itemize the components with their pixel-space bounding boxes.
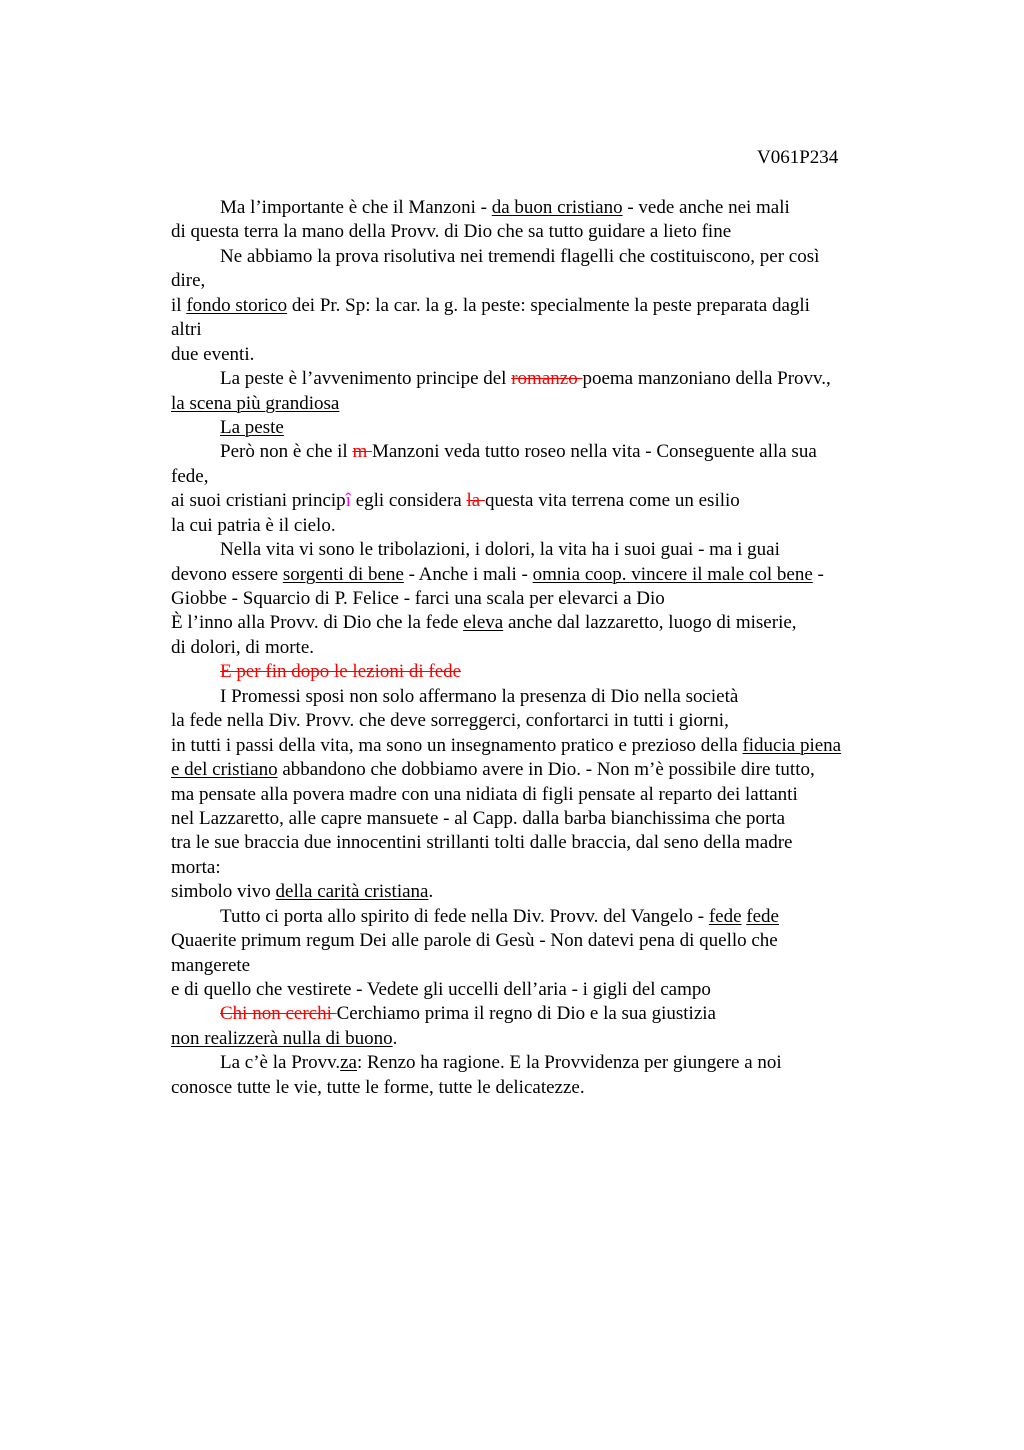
text-line bbox=[171, 734, 931, 758]
text-segment: Quaerite primum regum Dei alle parole di Gesù - Non datevi pena di quello che bbox=[171, 930, 778, 952]
text-line bbox=[171, 196, 931, 220]
underlined-text: della carità cristiana bbox=[275, 881, 429, 903]
text-line bbox=[171, 1076, 931, 1100]
text-line bbox=[171, 978, 931, 1002]
text-line bbox=[171, 220, 931, 244]
text-segment: abbandono che dobbiamo avere in Dio. - Non m’è possibile dire tutto, bbox=[277, 759, 815, 781]
deleted-text: la bbox=[466, 490, 485, 512]
text-line bbox=[171, 685, 931, 709]
text-segment: e di quello che vestirete - Vedete gli uccelli dell’aria - i gigli del campo bbox=[171, 979, 711, 1000]
inserted-text: î bbox=[345, 490, 351, 512]
text-line bbox=[171, 294, 931, 318]
underlined-text: da buon cristiano bbox=[491, 197, 623, 218]
text-segment: - Anche i mali - bbox=[403, 563, 533, 585]
text-segment: il bbox=[171, 294, 187, 316]
text-line bbox=[171, 660, 931, 684]
text-line bbox=[171, 905, 931, 929]
text-line bbox=[171, 1027, 931, 1051]
text-line bbox=[171, 929, 931, 953]
underlined-text: fede bbox=[746, 905, 779, 927]
text-segment: mangerete bbox=[171, 954, 251, 976]
text-segment: devono essere bbox=[171, 563, 283, 585]
text-line bbox=[171, 514, 931, 538]
underlined-text: omnia coop. vincere il male col bene bbox=[532, 563, 813, 585]
text-segment: due eventi. bbox=[171, 343, 255, 365]
text-line bbox=[171, 611, 931, 635]
text-line bbox=[171, 954, 931, 978]
text-segment: Tutto ci porta allo spirito di fede nella Div. Provv. del Vangelo - bbox=[220, 905, 709, 927]
underlined-text: fiducia piena bbox=[742, 734, 842, 756]
text-line bbox=[171, 856, 931, 880]
underlined-text: la scena più grandiosa bbox=[171, 392, 340, 414]
text-segment: : Renzo ha ragione. E la Provvidenza per giungere a noi bbox=[356, 1052, 782, 1074]
text-line bbox=[171, 245, 931, 269]
text-line bbox=[171, 807, 931, 831]
text-segment: Ma l’importante è che il Manzoni - bbox=[220, 197, 492, 218]
text-segment: di dolori, di morte. bbox=[171, 636, 315, 658]
text-segment: Però non è che il bbox=[220, 441, 353, 463]
text-segment: anche dal lazzaretto, luogo di miserie, bbox=[503, 612, 797, 634]
text-segment: conosce tutte le vie, tutte le forme, tutte le delicatezze. bbox=[171, 1076, 585, 1098]
text-line bbox=[171, 563, 931, 587]
text-segment: morta: bbox=[171, 856, 221, 878]
text-line bbox=[171, 367, 931, 391]
text-segment: - vede anche nei mali bbox=[622, 197, 790, 218]
underlined-text: fondo storico bbox=[186, 294, 288, 316]
text-segment: altri bbox=[171, 319, 202, 341]
text-segment: . bbox=[428, 881, 434, 903]
text-segment: simbolo vivo bbox=[171, 881, 276, 903]
text-segment: fede, bbox=[171, 465, 209, 487]
text-line bbox=[171, 318, 931, 342]
text-line bbox=[171, 489, 931, 513]
underlined-text: fede bbox=[708, 905, 742, 927]
text-line bbox=[171, 440, 931, 464]
underlined-text: eleva bbox=[463, 612, 504, 634]
text-line bbox=[171, 880, 931, 904]
text-segment: poema manzoniano della Provv., bbox=[582, 368, 831, 390]
text-segment: - bbox=[812, 563, 824, 585]
text-line bbox=[171, 538, 931, 562]
text-segment: dire, bbox=[171, 270, 206, 292]
text-line bbox=[171, 709, 931, 733]
text-segment: in tutti i passi della vita, ma sono un insegnamento pratico e prezioso della bbox=[171, 734, 743, 756]
text-segment: egli considera bbox=[350, 490, 467, 512]
text-line bbox=[171, 269, 931, 293]
document-id: V061P234 bbox=[757, 147, 839, 168]
text-segment: nel Lazzaretto, alle capre mansuete - al Capp. dalla barba bianchissima che porta bbox=[171, 807, 786, 829]
text-line bbox=[171, 465, 931, 489]
deleted-text: m bbox=[352, 441, 372, 463]
text-line bbox=[171, 587, 931, 611]
text-segment: È l’inno alla Provv. di Dio che la fede bbox=[171, 612, 464, 634]
document-text bbox=[171, 196, 931, 1100]
text-segment: ma pensate alla povera madre con una nidiata di figli pensate al reparto dei lattanti bbox=[171, 783, 798, 805]
text-segment: la fede nella Div. Provv. che deve sorreggerci, confortarci in tutti i giorni, bbox=[171, 710, 729, 732]
text-segment: tra le sue braccia due innocentini strillanti tolti dalle braccia, dal seno della madre bbox=[171, 832, 793, 854]
deleted-text: romanzo bbox=[511, 368, 583, 390]
text-line bbox=[171, 1002, 931, 1026]
text-segment: I Promessi sposi non solo affermano la presenza di Dio nella società bbox=[220, 685, 739, 707]
text-segment: La c’è la Provv. bbox=[220, 1052, 341, 1074]
text-line bbox=[171, 416, 931, 440]
text-line bbox=[171, 831, 931, 855]
underlined-text: za bbox=[340, 1052, 357, 1074]
deleted-text: E per fin dopo le lezioni di fede bbox=[220, 661, 462, 683]
underlined-text: non realizzerà nulla di buono bbox=[171, 1027, 393, 1049]
underlined-text: La peste bbox=[220, 416, 284, 438]
text-segment: Ne abbiamo la prova risolutiva nei tremendi flagelli che costituiscono, per così bbox=[220, 245, 820, 267]
text-line bbox=[171, 392, 931, 416]
text-segment: di questa terra la mano della Provv. di Dio che sa tutto guidare a lieto fine bbox=[171, 221, 732, 243]
text-line bbox=[171, 636, 931, 660]
underlined-text: sorgenti di bene bbox=[282, 563, 404, 585]
text-line bbox=[171, 783, 931, 807]
text-segment: ai suoi cristiani princip bbox=[171, 490, 346, 512]
underlined-text: e del cristiano bbox=[171, 759, 278, 781]
text-line bbox=[171, 343, 931, 367]
text-segment: Cerchiamo prima il regno di Dio e la sua giustizia bbox=[336, 1003, 716, 1025]
text-segment: . bbox=[392, 1027, 398, 1049]
text-segment: questa vita terrena come un esilio bbox=[484, 490, 740, 512]
text-segment: Giobbe - Squarcio di P. Felice - farci una scala per elevarci a Dio bbox=[171, 588, 665, 609]
text-segment: Nella vita vi sono le tribolazioni, i dolori, la vita ha i suoi guai - ma i guai bbox=[220, 539, 780, 561]
text-segment: dei Pr. Sp: la car. la g. la peste: specialmente la peste preparata dagli bbox=[287, 294, 810, 316]
text-segment: la cui patria è il cielo. bbox=[171, 514, 336, 536]
text-segment: La peste è l’avvenimento principe del bbox=[220, 368, 512, 390]
text-line bbox=[171, 758, 931, 782]
deleted-text: Chi non cerchi bbox=[220, 1003, 337, 1025]
text-segment: Manzoni veda tutto roseo nella vita - Conseguente alla sua bbox=[371, 441, 817, 463]
text-line bbox=[171, 1051, 931, 1075]
